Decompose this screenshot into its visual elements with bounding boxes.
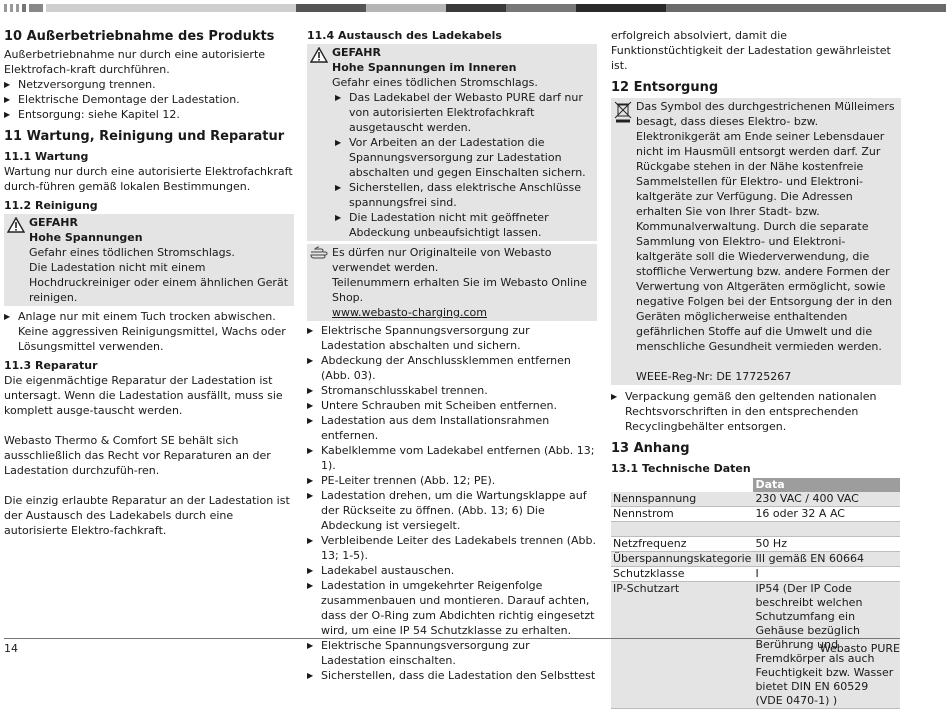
list-item: ▶ Abdeckung der Anschlussklemmen entfernen (Abb. 03). [307, 353, 597, 383]
paragraph: Webasto Thermo & Comfort SE behält sich ausschließlich das Recht vor Reparaturen an der Ladestation durchzufüh-ren. [4, 434, 271, 477]
paragraph: Die eigenmächtige Reparatur der Ladestation ist untersagt. Wenn die Ladestation ausfällt, muss sie komplett ausge-tauscht werden. [4, 374, 283, 417]
section-11-1-text: Wartung nur durch eine autorisierte Elektrofachkraft durch-führen gemäß lokalen Bestimmungen. [4, 165, 293, 193]
list-item: ▶ Untere Schrauben mit Scheiben entfernen. [307, 398, 597, 413]
list-item: ▶ Ladekabel austauschen. [307, 563, 597, 578]
table-row: Nennspannung 230 VAC / 400 VAC [611, 492, 900, 507]
list-item: ▶ Ladestation aus dem Installationsrahmen entfernen. [307, 413, 597, 443]
table-row: Netzfrequenz 50 Hz [611, 537, 900, 552]
section-11-3-heading: 11.3 Reparatur [4, 359, 98, 372]
section-11-2-heading: 11.2 Reinigung [4, 199, 98, 212]
page-number: 14 [4, 642, 18, 655]
column-middle [307, 28, 597, 683]
note-box [307, 244, 597, 321]
list-item: ▶ Sicherstellen, dass elektrische Anschlüsse spannungsfrei sind. [335, 180, 593, 210]
danger-label: GEFAHR [332, 46, 381, 59]
table-header-row [611, 478, 900, 492]
section-11-1-heading: 11.1 Wartung [4, 150, 89, 163]
section-11-2-list [4, 309, 294, 354]
list-item: ▶ Das Ladekabel der Webasto PURE darf nur von autorisierten Elektrofachkraft ausgetauscht werden. [335, 90, 593, 135]
section-10-list [4, 77, 294, 122]
danger-list [335, 90, 593, 240]
danger-box [307, 44, 597, 241]
section-13-1-heading: 13.1 Technische Daten [611, 462, 751, 475]
webasto-shop-link[interactable]: www.webasto-charging.com [332, 306, 487, 319]
note-line: Es dürfen nur Originalteile von Webasto verwendet werden. [332, 246, 552, 274]
section-11-4-heading: 11.4 Austausch des Ladekabels [307, 29, 502, 42]
disposal-text: Das Symbol des durchgestrichenen Mülleimers besagt, dass dieses Elektro- bzw. Elektronikgerät am Ende seiner Lebensdauer nicht im Hausmüll entsorgt werden darf. Zur Rückgabe stehen in der Nähe kostenfreie Sammelstellen für Elektro- und Elektroni-kaltgeräte zur Verfügung. Die Adressen erhalten Sie von Ihrer Stadt- bzw. Kommunalverwaltung. Durch die separate Sammlung von Elektro- und Elektroni-kaltgeräte soll die Wiederverwendung, die stoffliche Verwertung bzw. andere Formen der Verwertung von Altgeräten ermöglicht, sowie negative Folgen bei der Entsorgung der in den Geräten möglicherweise enthaltenden gefährlichen Stoffe auf die Umwelt und die menschliche Gesundheit vermieden werden. [636, 100, 895, 353]
paragraph: Die einzig erlaubte Reparatur an der Ladestation ist der Austausch des Ladekabels durch eine autorisierte Elektro-fachkraft. [4, 494, 290, 537]
danger-line: Gefahr eines tödlichen Stromschlags. [332, 76, 538, 89]
list-item: ▶ PE-Leiter trennen (Abb. 12; PE). [307, 473, 597, 488]
list-item: ▶ Sicherstellen, dass die Ladestation den Selbsttest [307, 668, 597, 683]
danger-label: GEFAHR [29, 216, 78, 229]
list-item: ▶ Stromanschlusskabel trennen. [307, 383, 597, 398]
crossed-bin-icon [614, 101, 632, 123]
section-12-heading: 12 Entsorgung [611, 80, 719, 95]
table-row [611, 522, 900, 537]
table-row: Nennstrom 16 oder 32 A AC [611, 507, 900, 522]
list-item: ▶ Ladestation in umgekehrter Reigenfolge zusammenbauen und montieren. Darauf achten, dass der O-Ring zum Abdichten richtig eingesetzt wird, um eine IP 54 Schutzklasse zu erhalten. [307, 578, 597, 638]
list-item: ▶ Ladestation drehen, um die Wartungsklappe auf der Rückseite zu öffnen. (Abb. 13; 6) Die Abdeckung ist versiegelt. [307, 488, 597, 533]
list-item: ▶ Elektrische Spannungsversorgung zur Ladestation einschalten. [307, 638, 597, 668]
section-13-heading: 13 Anhang [611, 441, 690, 456]
disposal-note-box [611, 98, 901, 385]
product-name: Webasto PURE [819, 642, 900, 655]
list-item: ▶ Die Ladestation nicht mit geöffneter Abdeckung unbeaufsichtigt lassen. [335, 210, 593, 240]
danger-line: Die Ladestation nicht mit einem Hochdruckreiniger oder einem ähnlichen Gerät reinigen. [29, 261, 289, 304]
section-10-text: Außerbetriebnahme nur durch eine autorisierte Elektrofach-kraft durchführen. [4, 48, 266, 76]
warning-triangle-icon [7, 217, 25, 233]
list-item: ▶ Elektrische Demontage der Ladestation. [4, 92, 294, 107]
list-item: ▶ Vor Arbeiten an der Ladestation die Spannungsversorgung zur Ladestation abschalten und gegen Einschalten sichern. [335, 135, 593, 180]
list-item: ▶ Verpackung gemäß den geltenden nationalen Rechtsvorschriften in den entsprechenden Recyclingbehälter entsorgen. [611, 389, 901, 434]
header-decor-bar [4, 4, 946, 12]
note-line: Teilenummern erhalten Sie im Webasto Online Shop. [332, 276, 587, 304]
list-item: ▶ Kabelklemme vom Ladekabel entfernen (Abb. 13; 1). [307, 443, 597, 473]
pointing-hand-icon [310, 246, 330, 260]
list-item: ▶ Entsorgung: siehe Kapitel 12. [4, 107, 294, 122]
column-right [611, 28, 901, 709]
danger-title: Hohe Spannungen [29, 231, 143, 244]
column-left [4, 28, 294, 538]
list-item: ▶ Anlage nur mit einem Tuch trocken abwischen. Keine aggressiven Reinigungsmittel, Wachs oder Lösungsmittel verwenden. [4, 309, 294, 354]
danger-title: Hohe Spannungen im Inneren [332, 61, 517, 74]
table-row: IP-Schutzart IP54 (Der IP Code beschreibt welchen Schutzumfang ein Gehäuse bezüglich Berührung und Fremdkörper als auch Feuchtigkeit bzw. Wasser bietet DIN EN 60529 (VDE 0470-1) ) [611, 582, 900, 709]
table-header-cell: Data [753, 478, 900, 492]
section-10-heading: 10 Außerbetriebnahme des Produkts [4, 29, 275, 44]
section-11-heading: 11 Wartung, Reinigung und Reparatur [4, 129, 285, 144]
replacement-steps-list [307, 323, 597, 683]
list-item: ▶ Elektrische Spannungsversorgung zur Ladestation abschalten und sichern. [307, 323, 597, 353]
table-row: Überspannungskategorie III gemäß EN 60664 [611, 552, 900, 567]
table-row: Schutzklasse I [611, 567, 900, 582]
weee-reg-number: WEEE-Reg-Nr: DE 17725267 [636, 370, 792, 383]
continued-text: erfolgreich absolviert, damit die Funktionstüchtigkeit der Ladestation gewährleistet ist. [611, 29, 891, 72]
packaging-list [611, 389, 901, 434]
list-item: ▶ Verbleibende Leiter des Ladekabels trennen (Abb. 13; 1-5). [307, 533, 597, 563]
danger-box [4, 214, 294, 306]
warning-triangle-icon [310, 47, 328, 63]
technical-data-table [611, 478, 900, 709]
list-item: ▶ Netzversorgung trennen. [4, 77, 294, 92]
danger-line: Gefahr eines tödlichen Stromschlags. [29, 246, 235, 259]
